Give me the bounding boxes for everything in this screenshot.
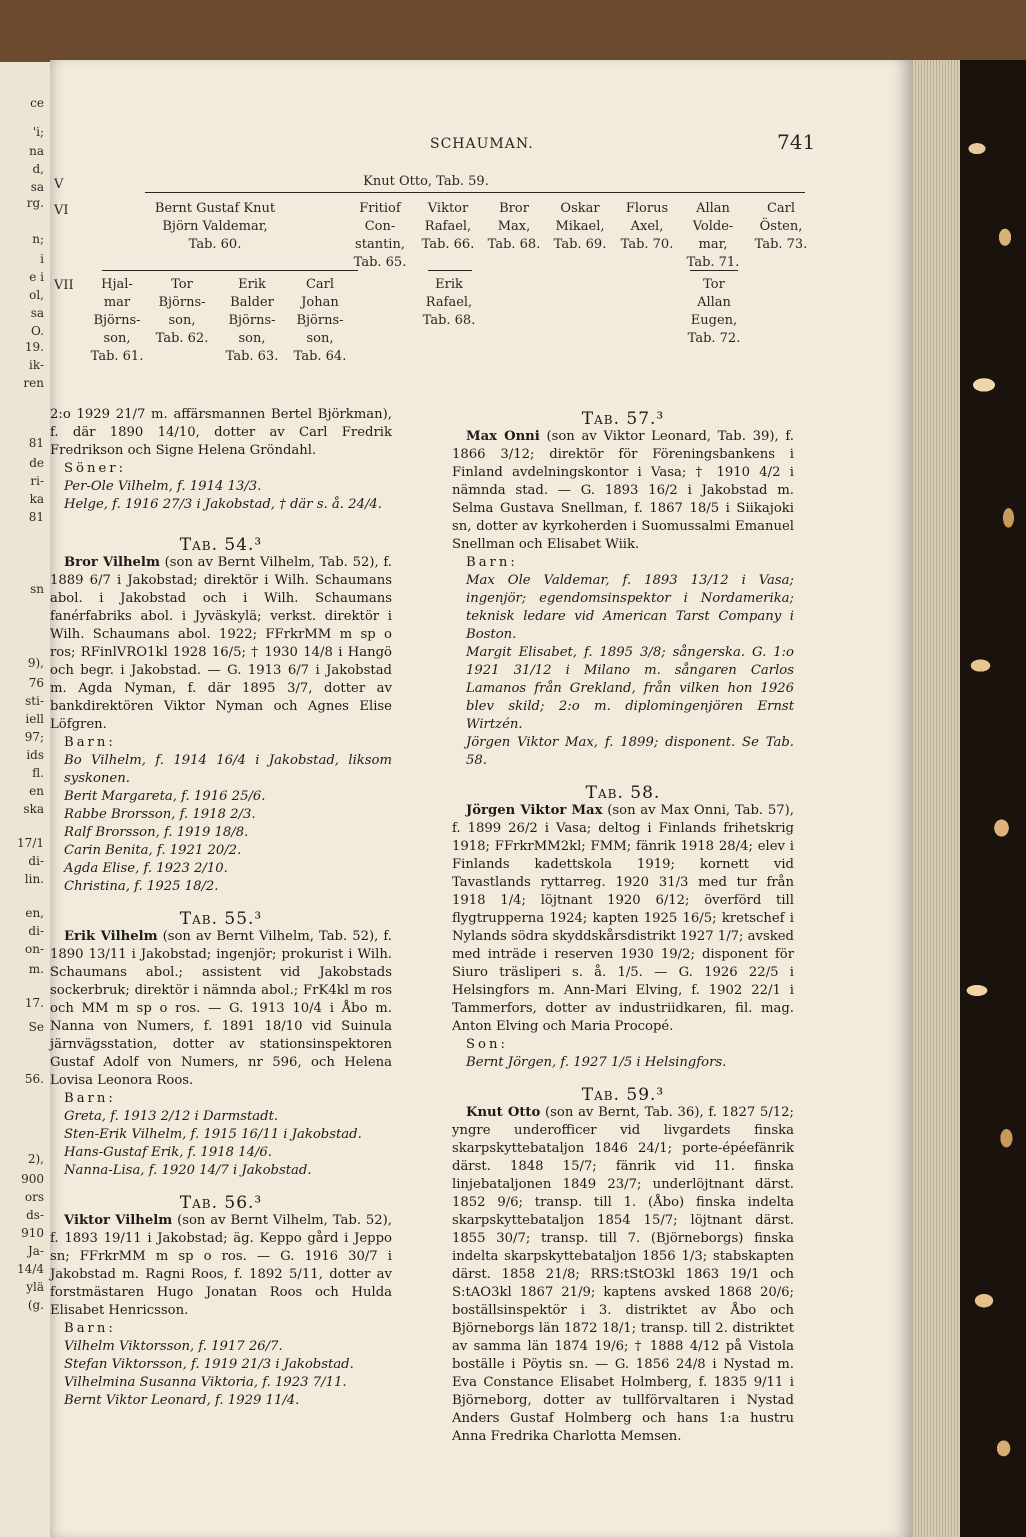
- previous-page-fragment: 81: [28, 436, 44, 450]
- previous-page-fragment: ylä: [26, 1280, 44, 1294]
- previous-page-fragment: fl.: [32, 766, 44, 780]
- gen-vii-1: Tor Björns- son, Tab. 62.: [155, 277, 209, 346]
- previous-page-fragment: di-: [28, 854, 44, 868]
- gen-vi-2: Viktor Rafael, Tab. 66.: [421, 201, 475, 252]
- tab54-child-4: Carin Benita, f. 1921 20/2.: [64, 843, 242, 858]
- previous-page-fragment: Ja-: [27, 1244, 44, 1258]
- previous-page-fragment: 9),: [27, 656, 44, 670]
- tab56-children-label: Barn:: [64, 1321, 116, 1336]
- tab55-child-0: Greta, f. 1913 2/12 i Darmstadt.: [64, 1109, 279, 1124]
- tab54-name: Bror Vilhelm: [64, 555, 160, 570]
- intro-sons-label: Söner:: [64, 461, 127, 476]
- tab57-children-label: Barn:: [466, 555, 518, 570]
- intro-son-0: Per-Ole Vilhelm, f. 1914 13/3.: [64, 479, 262, 494]
- gen-vi-5: Florus Axel, Tab. 70.: [620, 201, 674, 252]
- tab57-heading: Tab. 57.³: [581, 409, 665, 429]
- tab54-heading: Tab. 54.³: [179, 535, 263, 555]
- tab58-entry: [452, 802, 794, 1036]
- tab55-children-label: Barn:: [64, 1091, 116, 1106]
- tab56-entry: [50, 1212, 392, 1320]
- book-cover-edge: [956, 60, 1026, 1537]
- tab58-text: (son av Max Onni, Tab. 57), f. 1899 26/2 i Vasa; deltog i Finlands frihetskrig 1918; FFrkrMM2kl; FMM; fänrik 1918 28/4; elev i Finlands kadettskola 1919; kornett vid Tavastlands ryttarreg. 1920 31/3 med tur från 1918 1/4; löjtnant 1920 6/12; överförd till flygtrupperna 1924; kapten 1925 16/5; kretschef i Nylands södra skyddskårsdistrikt 1927 1/7; avsked med inträde i reserven 1930 19/2; disponent för Siuro träsliperi s. å. 1/5. — G. 1926 22/5 i Helsingfors m. Ann-Mari Elving, f. 1902 22/1 i Tammerfors, dotter av industriidkaren, fil. mag. Anton Elving och Maria Procopé.: [452, 803, 794, 1034]
- tab56-name: Viktor Vilhelm: [64, 1213, 173, 1228]
- tab56-heading: Tab. 56.³: [179, 1193, 263, 1213]
- tab55-child-2: Hans-Gustaf Erik, f. 1918 14/6.: [64, 1145, 272, 1160]
- branch-line-vi: [145, 192, 805, 193]
- gen-vi-0: Bernt Gustaf Knut Björn Valdemar, Tab. 60.: [154, 201, 276, 252]
- previous-page-fragment: sa: [30, 306, 44, 320]
- branch-line-vii-c: [690, 270, 738, 271]
- tab56-child-0: Vilhelm Viktorsson, f. 1917 26/7.: [64, 1339, 283, 1354]
- tab58-name: Jörgen Viktor Max: [466, 803, 603, 818]
- book-page: [50, 60, 912, 1537]
- tab54-child-5: Agda Elise, f. 1923 2/10.: [64, 861, 228, 876]
- tab55-child-3: Nanna-Lisa, f. 1920 14/7 i Jakobstad.: [64, 1163, 312, 1178]
- previous-page-fragment: en,: [25, 906, 44, 920]
- gen-vii-0: Hjal- mar Björns- son, Tab. 61.: [90, 277, 144, 364]
- previous-page-fragment: 'i;: [32, 125, 44, 139]
- previous-page-fragment: lin.: [24, 872, 44, 886]
- tab56-child-3: Bernt Viktor Leonard, f. 1929 11/4.: [64, 1393, 300, 1408]
- previous-page-fragment: de: [29, 456, 44, 470]
- previous-page-fragment: ri-: [30, 474, 44, 488]
- gen-vii-3: Carl Johan Björns- son, Tab. 64.: [293, 277, 347, 364]
- tab55-heading: Tab. 55.³: [179, 909, 263, 929]
- intro-paragraph: 2:o 1929 21/7 m. affärsmannen Bertel Björkman), f. där 1890 14/10, dotter av Carl Fredrik Fredrikson och Signe Helena Gröndahl.: [50, 407, 392, 458]
- previous-page-fragment: ids: [26, 748, 44, 762]
- tab56-child-2: Vilhelmina Susanna Viktoria, f. 1923 7/11.: [64, 1375, 347, 1390]
- previous-page-strip: [0, 62, 50, 1537]
- branch-line-vii-b: [428, 270, 472, 271]
- previous-page-fragment: ds-: [26, 1208, 44, 1222]
- tab55-name: Erik Vilhelm: [64, 929, 158, 944]
- tab56-text: (son av Bernt Vilhelm, Tab. 52), f. 1893 19/11 i Jakobstad; äg. Keppo gård i Jeppo sn; FFrkrMM m sp o ros. — G. 1916 30/7 i Jakobstad m. Ragni Roos, f. 1892 5/11, dotter av forstmästaren Hugo Jonatan Roos och Hulda Elisabet Henricsson.: [50, 1213, 392, 1318]
- gen-vi-4: Oskar Mikael, Tab. 69.: [553, 201, 607, 252]
- branch-line-vii-a: [102, 270, 358, 271]
- previous-page-fragment: 2),: [27, 1152, 44, 1166]
- tab54-child-2: Rabbe Brorsson, f. 1918 2/3.: [64, 807, 256, 822]
- tab55-child-1: Sten-Erik Vilhelm, f. 1915 16/11 i Jakobstad.: [64, 1127, 362, 1142]
- previous-page-fragment: di-: [28, 924, 44, 938]
- generation-label-v: V: [54, 177, 64, 192]
- left-column: [50, 406, 392, 1410]
- previous-page-fragment: Se: [28, 1020, 44, 1034]
- tab59-heading: Tab. 59.³: [581, 1085, 665, 1105]
- tab59-text: (son av Bernt, Tab. 36), f. 1827 5/12; yngre underofficer vid livgardets finska skarpskyttebataljon 1846 24/1; porte-épéefänrik därst. 1848 15/7; fänrik vid 11. finska linjebataljonen 1849 23/7; underlöjtnant därst. 1852 9/6; transp. till 1. (Åbo) finska indelta skarpskyttebataljon 1854 15/7; löjtnant därst. 1855 30/7; transp. till 7. (Björneborgs) finska indelta skarpskyttebataljon 1856 1/3; stabskapten därst. 1858 21/8; RRS:tStO3kl 1863 19/1 och S:tAO3kl 1867 21/9; kaptens avsked 1868 20/6; boställsinspektör i 3. distriktet av Åbo och Björneborgs län 1872 18/1; transp. till 2. distriktet av samma län 1874 19/6; † 1888 4/12 på Vistola boställe i Pöytis sn. — G. 1856 24/8 i Nystad m. Eva Constance Elisabet Holmberg, f. 1835 9/11 i Björneborg, dotter av tullförvaltaren i Nystad Anders Gustaf Holmberg och hans 1:a hustru Anna Fredrika Charlotta Memsen.: [452, 1105, 794, 1444]
- tab57-entry: [452, 428, 794, 554]
- gen-vii-2: Erik Balder Björns- son, Tab. 63.: [225, 277, 279, 364]
- previous-page-fragment: sa: [30, 180, 44, 194]
- tab54-entry: [50, 554, 392, 734]
- right-column: [452, 410, 794, 1446]
- tab54-child-3: Ralf Brorsson, f. 1919 18/8.: [64, 825, 249, 840]
- previous-page-fragment: ren: [23, 376, 44, 390]
- tab54-child-1: Berit Margareta, f. 1916 25/6.: [64, 789, 266, 804]
- tab54-text: (son av Bernt Vilhelm, Tab. 52), f. 1889 6/7 i Jakobstad; direktör i Wilh. Schaumans abol. i Jakobstad och i Wilh. Schaumans fanérfabriks abol. i Jyväskylä; verkst. direktör i Wilh. Schaumans abol. 1922; FFrkrMM m sp o ros; RFinlVRO1kl 1928 16/5; † 1930 14/8 i Hangö och begr. i Jakobstad. — G. 1913 6/7 i Jakobstad m. Agda Nyman, f. där 1895 3/7, dotter av bankdirektören Viktor Nyman och Agnes Elise Löfgren.: [50, 555, 392, 732]
- gen-vi-3: Bror Max, Tab. 68.: [487, 201, 541, 252]
- genealogy-root: Knut Otto, Tab. 59.: [363, 174, 489, 189]
- previous-page-fragment: na: [29, 144, 44, 158]
- previous-page-fragment: 17.: [24, 996, 44, 1010]
- gen-vi-1: Fritiof Con- stantin, Tab. 65.: [353, 201, 407, 270]
- previous-page-fragment: 17/1: [17, 836, 44, 850]
- previous-page-fragment: ka: [29, 492, 44, 506]
- generation-label-vi: VI: [54, 203, 69, 218]
- intro-son-1: Helge, f. 1916 27/3 i Jakobstad, † där s. å. 24/4.: [64, 497, 382, 512]
- previous-page-fragment: 900: [21, 1172, 44, 1186]
- previous-page-fragment: rg.: [26, 196, 44, 210]
- generation-label-vii: VII: [54, 278, 74, 293]
- tab57-child-1: Margit Elisabet, f. 1895 3/8; sångerska. G. 1:o 1921 31/12 i Milano m. sångaren Carlos Lamanos från Grekland, från vilken hon 1926 blev skild; 2:o m. diplomingenjören Ernst Wirtzén.: [466, 645, 794, 732]
- previous-page-fragment: ce: [30, 96, 44, 110]
- gen-vii-5: Tor Allan Eugen, Tab. 72.: [687, 277, 741, 346]
- previous-page-fragment: sti-: [25, 694, 44, 708]
- previous-page-fragment: O.: [31, 324, 44, 338]
- tab55-entry: [50, 928, 392, 1090]
- previous-page-fragment: (g.: [27, 1298, 44, 1312]
- previous-page-fragment: i: [40, 252, 44, 266]
- tab54-child-6: Christina, f. 1925 18/2.: [64, 879, 219, 894]
- tab54-children-label: Barn:: [64, 735, 116, 750]
- page-number: 741: [777, 130, 816, 154]
- tab57-text: (son av Viktor Leonard, Tab. 39), f. 1866 3/12; direktör för Föreningsbankens i Finland avdelningskontor i Vasa; † 1910 4/2 i nämnda stad. — G. 1893 16/2 i Jakobstad m. Selma Gustava Snellman, f. 1867 18/5 i Siikajoki sn, dotter av kyrkoherden i Suomussalmi Emanuel Snellman och Elisabet Wiik.: [452, 429, 794, 552]
- tab58-heading: Tab. 58.: [585, 783, 661, 803]
- tab57-child-2: Jörgen Viktor Max, f. 1899; disponent. Se Tab. 58.: [466, 735, 794, 768]
- tab56-child-1: Stefan Viktorsson, f. 1919 21/3 i Jakobstad.: [64, 1357, 354, 1372]
- tab59-entry: [452, 1104, 794, 1446]
- tab54-child-0: Bo Vilhelm, f. 1914 16/4 i Jakobstad, liksom syskonen.: [64, 753, 392, 786]
- gen-vii-4: Erik Rafael, Tab. 68.: [422, 277, 476, 328]
- previous-page-fragment: ska: [23, 802, 44, 816]
- tab57-child-0: Max Ole Valdemar, f. 1893 13/12 i Vasa; ingenjör; egendomsinspektor i Nordamerika; teknisk ledare vid American Tarst Company i Boston.: [466, 573, 794, 642]
- tab59-name: Knut Otto: [466, 1105, 541, 1120]
- running-head: SCHAUMAN.: [430, 136, 534, 152]
- previous-page-fragment: 97;: [24, 730, 44, 744]
- previous-page-fragment: on-: [24, 942, 44, 956]
- previous-page-fragment: d,: [32, 162, 44, 176]
- previous-page-fragment: 14/4: [17, 1262, 44, 1276]
- gen-vi-7: Carl Östen, Tab. 73.: [754, 201, 808, 252]
- gen-vi-6: Allan Volde- mar, Tab. 71.: [686, 201, 740, 270]
- tab58-son: Bernt Jörgen, f. 1927 1/5 i Helsingfors.: [466, 1055, 727, 1070]
- previous-page-fragment: 76: [28, 676, 44, 690]
- previous-page-fragment: 56.: [24, 1072, 44, 1086]
- previous-page-fragment: 910: [21, 1226, 44, 1240]
- previous-page-fragment: n;: [32, 232, 44, 246]
- previous-page-fragment: 81: [28, 510, 44, 524]
- previous-page-fragment: e i: [29, 270, 44, 284]
- previous-page-fragment: en: [29, 784, 44, 798]
- tab58-son-label: Son:: [466, 1037, 508, 1052]
- previous-page-fragment: ol,: [29, 288, 44, 302]
- tab57-name: Max Onni: [466, 429, 540, 444]
- previous-page-fragment: iell: [25, 712, 44, 726]
- previous-page-fragment: ik-: [29, 358, 44, 372]
- previous-page-fragment: ors: [24, 1190, 44, 1204]
- tab55-text: (son av Bernt Vilhelm, Tab. 52), f. 1890 13/11 i Jakobstad; ingenjör; prokurist i Wilh. Schaumans abol.; assistent vid Jakobstads sockerbruk; direktör i nämnda abol.; FrK4kl m ros och MM m sp o ros. — G. 1913 10/4 i Åbo m. Nanna von Numers, f. 1891 18/10 vid Suinula järnvägsstation, dotter av stationsinspektoren Gustaf Adolf von Numers, nr 596, och Helena Lovisa Leonora Roos.: [50, 929, 392, 1088]
- previous-page-fragment: sn: [30, 582, 44, 596]
- previous-page-fragment: 19.: [24, 340, 44, 354]
- previous-page-fragment: m.: [28, 962, 44, 976]
